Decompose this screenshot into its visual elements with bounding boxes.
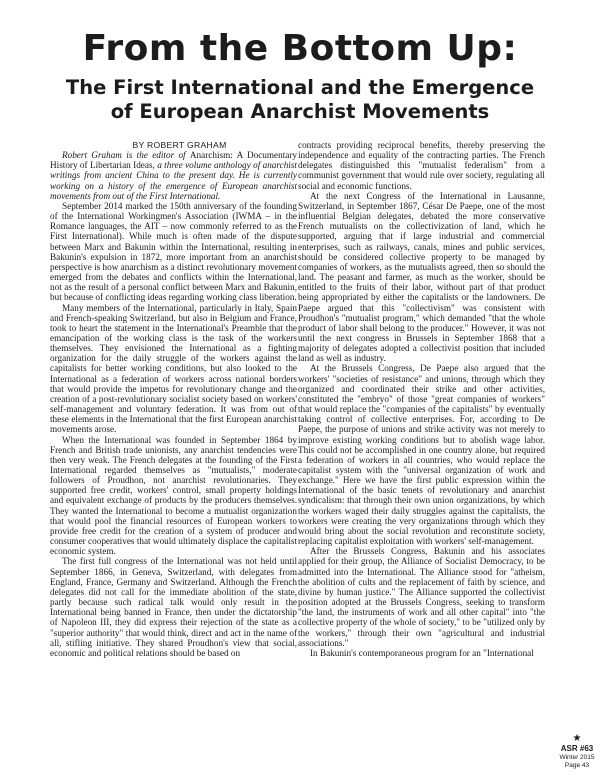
issue-season: Winter 2015 (559, 754, 595, 761)
left-column (50, 140, 297, 658)
article-title: From the Bottom Up: (82, 28, 518, 69)
paragraph: When the International was founded in September 1864 by French and British trade unionists, any anarchist tendencies were then very weak. The French delegates at the founding of the First International regarded themselves as "mutualists," moderate followers of Proudhon, not anarchist revolutionaries. They supported free credit, workers' control, small property holdings and equivalent exchange of products by the producers themselves. They wanted the International to become a mutualist organization that would pool the financial resources of European workers to provide free credit for the creation of a system of producer and consumer cooperatives that would ultimately displace the capitalist economic system. (50, 434, 297, 557)
paragraph: At the Brussels Congress, De Paepe also argued that the workers' "societies of resistance" and unions, through which they organized and coordinated their strike and other activities, constituted the "embryo" of those "great companies of workers" that would replace the "companies of the capitalists" by eventually taking control of collective enterprises. For, according to De Paepe, the purpose of unions and strike activity was not merely to improve existing working conditions but to abolish wage labor. This could not be accomplished in one country alone, but required a federation of workers in all countries, who would replace the capitalist system with the "universal organization of work and exchange." Here we have the first public expression within the International of the basic tenets of revolutionary and anarchist syndicalism: that through their own union organizations, by which the workers waged their daily struggles against the capitalists, the workers were creating the very organizations through which they would bring about the social revolution and reconstitute society, replacing capitalist exploitation with workers' self-management. (298, 363, 545, 547)
paragraph: In Bakunin's contemporaneous program for an "International (310, 647, 534, 658)
page-footer (557, 734, 597, 770)
paragraph: September 2014 marked the 150th anniversary of the founding of the International Workingmen's Association (IWMA – in the Romance languages, the AIT – now commonly referred to as the First International). While much is often made of the dispute between Marx and Bakunin within the International, resulting in Bakunin's expulsion in 1872, more important from an anarchist perspective is how anarchism as a distinct revolutionary movement emerged from the debates and conflicts within the International, not as the result of a personal conflict between Marx and Bakunin, but because of conflicting ideas regarding working class liberation. (50, 200, 297, 303)
paragraph: At the next Congress of the International in Lausanne, Switzerland, in September 1867, César De Paepe, one of the most influential Belgian delegates, debated the more conservative French mutualists on the collectivization of land, which he supported, arguing that if large industrial and commercial enterprises, such as railways, canals, mines and public services, should be considered collective property to be managed by companies of workers, as the mutualists agreed, then so should the land. The peasant and farmer, as much as the worker, should be entitled to the fruits of their labor, without part of that product being appropriated by either the capitalists or the landowners. De Paepe argued that this "collectivism" was consistent with Proudhon's "mutualist program," which demanded "that the whole product of labor shall belong to the producer." However, it was not until the next congress in Brussels in September 1868 that a majority of delegates adopted a collectivist position that included land as well as industry. (298, 190, 545, 364)
paragraph: contracts providing reciprocal benefits, thereby preserving the independence and equality of the contracting parties. The French delegates distinguished this "mutualist federalism" from a communist government that would rule over society, regulating all social and economic functions. (298, 140, 545, 191)
paragraph: The first full congress of the International was not held until September 1866, in Geneva, Switzerland, with delegates from England, France, Germany and Switzerland. Although the French delegates did not call for the immediate abolition of the state, partly because such radical talk would only result in the International being banned in France, then under the dictatorship of Napoleon III, they did express their rejection of the state as a "superior authority" that would think, direct and act in the name of all, stifling initiative. They shared Proudhon's view that social, economic and political relations should be based on (50, 556, 297, 658)
bio-before: Robert Graham is the editor of (62, 150, 190, 161)
subtitle-line-2: of European Anarchist Movements (110, 100, 490, 123)
issue-number: ASR #63 (560, 744, 594, 753)
subtitle-line-1: The First International and the Emergence (65, 76, 535, 99)
author-bio (50, 150, 297, 201)
bio-after: , a three volume anthology of anarchist writings from ancient China to the present day. He is currently working on a history of the emergence of European anarchist movements from out of the First International. (50, 160, 297, 201)
paragraph: Many members of the International, particularly in Italy, Spain and French-speaking Switzerland, but also in Belgium and France, took to heart the statement in the International's Preamble that the emancipation of the working class is the task of the workers themselves. They envisioned the International as a fighting organization for the daily struggle of the workers against the capitalists for better working conditions, but also looked to the International as a federation of workers across national borders that would provide the impetus for revolutionary change and the creation of a post-revolutionary socialist society based on workers' self-management and voluntary federation. It was from out of these elements in the International that the first European anarchist movements arose. (50, 302, 297, 435)
bio-book-title: Anarchism: A Documentary History of Libertarian Ideas (50, 150, 297, 171)
right-column (298, 140, 545, 658)
byline: BY ROBERT GRAHAM (132, 140, 227, 150)
article-subtitle (0, 76, 600, 124)
star-icon: ★ (572, 733, 582, 744)
paragraph: After the Brussels Congress, Bakunin and his associates applied for their group, the Alliance of Socialist Democracy, to be admitted into the International. The Alliance stood for "atheism, the abolition of cults and the replacement of faith by science, and divine by human justice." The Alliance supported the collectivist position adopted at the Brussels Congress, seeking to transform "the land, the instruments of work and all other capital" into "the collective property of the whole of society," to be "utilized only by the workers," through their own "agricultural and industrial associations." (298, 546, 545, 648)
page-number: Page 43 (564, 762, 590, 769)
